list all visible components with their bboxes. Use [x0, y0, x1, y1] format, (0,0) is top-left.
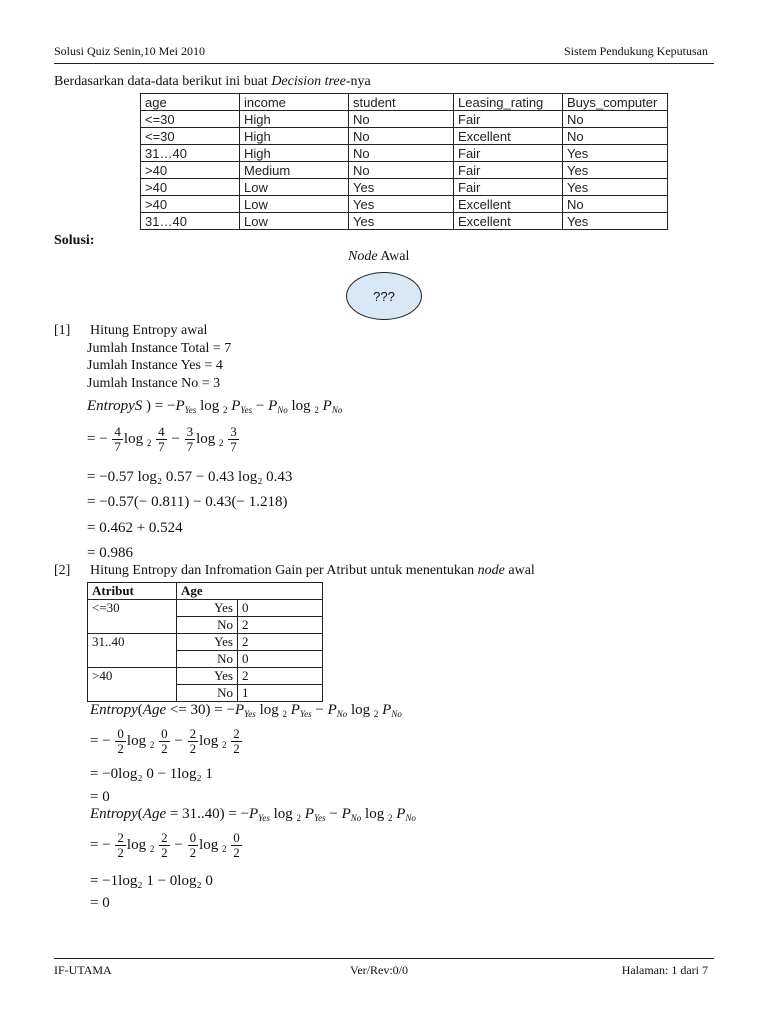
node-label: ??? — [373, 288, 395, 304]
entropy-s-step1: = −0.57 log₂ 0.57 − 0.43 log₂ 0.43 — [87, 469, 293, 485]
header-age: Age — [177, 583, 323, 600]
table-cell: >40 — [141, 179, 240, 196]
table-cell: No — [563, 128, 668, 145]
step2-num: [2] — [54, 563, 71, 578]
age-group-label: >40 — [88, 668, 177, 702]
age-group-row-yes — [88, 634, 323, 651]
table-cell: Yes — [349, 213, 454, 230]
header-left: Solusi Quiz Senin,10 Mei 2010 — [54, 44, 206, 58]
table-cell: No — [563, 196, 668, 213]
entropy-age30-result: = 0 — [90, 789, 110, 805]
table-cell: Low — [240, 179, 349, 196]
yes-count: 0 — [238, 600, 323, 617]
table-row — [141, 162, 668, 179]
entropy-s-formula: EntropyS ) = $-P_{Yes}$ log $_2$ $P_{Yes} - P_{No}$ log $_2$ $P_{No}$ — [87, 398, 343, 415]
table-cell: 31…40 — [141, 213, 240, 230]
age-group-row-yes — [88, 600, 323, 617]
age-group-row-yes — [88, 668, 323, 685]
table-cell: No — [349, 145, 454, 162]
table-cell: Fair — [454, 145, 563, 162]
table-cell: High — [240, 111, 349, 128]
table-cell: No — [349, 111, 454, 128]
table-cell: >40 — [141, 162, 240, 179]
header-atribut: Atribut — [88, 583, 177, 600]
footer-left: IF-UTAMA — [54, 963, 112, 977]
table-cell: Low — [240, 196, 349, 213]
table-cell: Buys_computer — [563, 94, 668, 111]
yes-count: 2 — [238, 668, 323, 685]
table-cell: No — [349, 128, 454, 145]
table-cell: Yes — [349, 196, 454, 213]
table-cell: Fair — [454, 162, 563, 179]
yes-count: 2 — [238, 634, 323, 651]
table-cell: Medium — [240, 162, 349, 179]
table-cell: <=30 — [141, 128, 240, 145]
no-count: 1 — [238, 685, 323, 702]
table-cell: age — [141, 94, 240, 111]
step1-title: Hitung Entropy awal — [90, 323, 208, 338]
no-count: 2 — [238, 617, 323, 634]
step1-yes: Jumlah Instance Yes = 4 — [87, 358, 223, 373]
age-group-label: 31..40 — [88, 634, 177, 668]
data-table — [140, 93, 668, 230]
entropy-age3140-formula: Entropy(Age = $31..40) = -P_{Yes}$ log $_2$ $P_{Yes} - P_{No}$ log $_2$ $P_{No}$ — [90, 806, 416, 823]
table-cell: Yes — [563, 162, 668, 179]
table-cell: >40 — [141, 196, 240, 213]
entropy-age3140-step: = −1log₂ 1 − 0log₂ 0 — [90, 873, 213, 889]
entropy-s-step3: = 0.462 + 0.524 — [87, 520, 183, 536]
entropy-age3140-fractions: = − $\frac{2}{2}$ log $_2$ $\frac{2}{2}$ − $\frac{0}{2}$ log $_2$ $\frac{0}{2}$ — [90, 830, 240, 860]
yes-label: Yes — [177, 600, 238, 617]
entropy-age3140-result: = 0 — [90, 895, 110, 911]
table-cell: Excellent — [454, 213, 563, 230]
table-cell: Yes — [563, 213, 668, 230]
table-cell: <=30 — [141, 111, 240, 128]
table-header-row — [141, 94, 668, 111]
table-cell: student — [349, 94, 454, 111]
age-group-label: <=30 — [88, 600, 177, 634]
entropy-age30-fractions: = − $\frac{0}{2}$ log $_2$ $\frac{0}{2}$ − $\frac{2}{2}$ log $_2$ $\frac{2}{2}$ — [90, 726, 240, 756]
table-cell: Leasing_rating — [454, 94, 563, 111]
header-right: Sistem Pendukung Keputusan — [564, 44, 708, 58]
solusi-label: Solusi: — [54, 233, 95, 248]
yes-label: Yes — [177, 634, 238, 651]
entropy-s-fractions: = − $\frac{4}{7}$ log $_2$ $\frac{4}{7}$ − $\frac{3}{7}$ log $_2$ $\frac{3}{7}$ — [87, 424, 237, 454]
table-cell: Fair — [454, 179, 563, 196]
table-cell: Excellent — [454, 196, 563, 213]
node-title: Node Awal — [348, 249, 410, 264]
table-cell: Low — [240, 213, 349, 230]
age-table — [87, 582, 323, 702]
no-label: No — [177, 617, 238, 634]
entropy-age30-step: = −0log₂ 0 − 1log₂ 1 — [90, 766, 213, 782]
step2-title: Hitung Entropy dan Infromation Gain per Atribut untuk menentukan node awal — [90, 563, 535, 578]
table-cell: Yes — [349, 179, 454, 196]
table-cell: No — [563, 111, 668, 128]
table-row — [141, 128, 668, 145]
entropy-s-step2: = −0.57(− 0.811) − 0.43(− 1.218) — [87, 494, 288, 510]
entropy-s-result: = 0.986 — [87, 545, 133, 561]
table-row — [141, 179, 668, 196]
table-cell: High — [240, 145, 349, 162]
footer-right: Halaman: 1 dari 7 — [621, 963, 708, 977]
intro-text: Berdasarkan data-data berikut ini buat Decision tree-nya — [54, 74, 371, 89]
footer-center: Ver/Rev:0/0 — [350, 963, 408, 977]
table-row — [141, 196, 668, 213]
no-label: No — [177, 685, 238, 702]
step1-total: Jumlah Instance Total = 7 — [87, 341, 232, 356]
entropy-age30-formula: Entropy(Age <= $30) = -P_{Yes}$ log $_2$ $P_{Yes} - P_{No}$ log $_2$ $P_{No}$ — [90, 702, 402, 719]
table-cell: Fair — [454, 111, 563, 128]
step1-num: [1] — [54, 323, 71, 338]
yes-label: Yes — [177, 668, 238, 685]
header-rule — [54, 63, 714, 64]
table-row — [141, 145, 668, 162]
no-label: No — [177, 651, 238, 668]
table-cell: Yes — [563, 145, 668, 162]
footer-rule — [54, 958, 714, 959]
table-cell: High — [240, 128, 349, 145]
table-cell: No — [349, 162, 454, 179]
no-count: 0 — [238, 651, 323, 668]
table-row — [141, 213, 668, 230]
step1-no: Jumlah Instance No = 3 — [87, 376, 221, 391]
table-cell: Yes — [563, 179, 668, 196]
initial-node — [346, 272, 422, 320]
table-cell: 31…40 — [141, 145, 240, 162]
table-row — [141, 111, 668, 128]
table-cell: income — [240, 94, 349, 111]
age-table-header — [88, 583, 323, 600]
table-cell: Excellent — [454, 128, 563, 145]
